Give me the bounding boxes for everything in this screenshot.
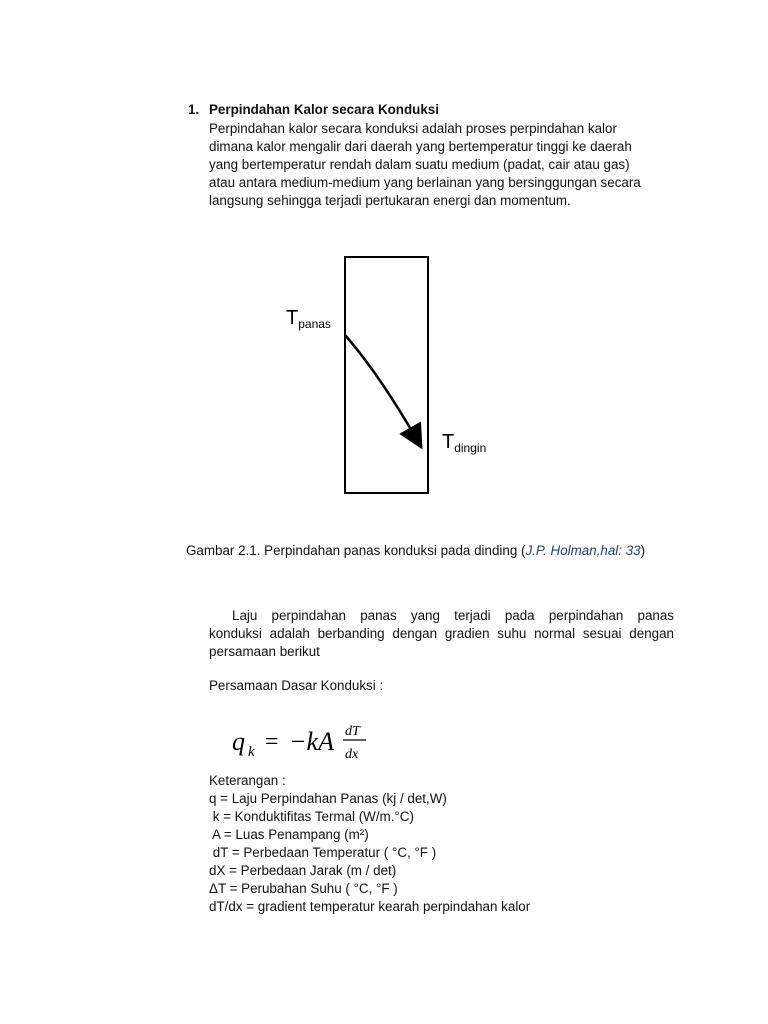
intro-line: langsung sehingga terjadi pertukaran energi dan momentum. <box>209 193 571 208</box>
keterangan-heading: Keterangan : <box>209 773 286 788</box>
intro-line: Perpindahan kalor secara konduksi adalah proses perpindahan kalor <box>209 121 617 136</box>
temperature-gradient-arrow <box>345 335 420 445</box>
keterangan-item: q = Laju Perpindahan Panas (kj / det,W) <box>209 791 447 806</box>
caption-citation: J.P. Holman,hal: 33 <box>525 543 641 558</box>
keterangan-item: dX = Perbedaan Jarak (m / det) <box>209 863 397 878</box>
svg-text:dT: dT <box>345 724 360 739</box>
section-title: Perpindahan Kalor secara Konduksi <box>209 102 439 117</box>
intro-line: atau antara medium-medium yang berlainan yang bersinggungan secara <box>209 175 641 190</box>
wall-rectangle <box>345 257 428 493</box>
intro-line: dimana kalor mengalir dari daerah yang bertemperatur tinggi ke daerah <box>209 139 632 154</box>
svg-text:=: = <box>265 729 279 755</box>
t-panas-label: $T_{panas}$ <box>286 307 331 331</box>
body-line: persamaan berikut <box>209 644 320 659</box>
conduction-wall-diagram <box>270 250 530 500</box>
svg-text:−kA: −kA <box>289 727 334 756</box>
keterangan-item: A = Luas Penampang (m²) <box>209 827 369 842</box>
svg-text:k: k <box>248 744 255 760</box>
keterangan-item: dT = Perbedaan Temperatur ( °C, °F ) <box>209 845 437 860</box>
body-line: Laju perpindahan panas yang terjadi pada perpindahan panas <box>232 608 674 623</box>
keterangan-item: ΔT = Perubahan Suhu ( °C, °F ) <box>209 881 398 896</box>
section-number: 1. <box>188 102 200 117</box>
svg-text:dx: dx <box>345 747 359 762</box>
t-dingin-label: $T_{dingin}$ <box>442 431 487 455</box>
intro-line: yang bertemperatur rendah dalam suatu medium (padat, cair atau gas) <box>209 157 630 172</box>
body-line: konduksi adalah berbanding dengan gradien suhu normal sesuai dengan <box>209 626 674 641</box>
svg-text:q: q <box>232 727 245 756</box>
conduction-equation <box>232 718 382 766</box>
equation-heading: Persamaan Dasar Konduksi : <box>209 678 384 693</box>
keterangan-item: k = Konduktifitas Termal (W/m.°C) <box>209 809 414 824</box>
figure-caption: Gambar 2.1. Perpindahan panas konduksi pada dinding (J.P. Holman,hal: 33) <box>186 543 646 558</box>
keterangan-item: dT/dx = gradient temperatur kearah perpindahan kalor <box>209 899 531 914</box>
